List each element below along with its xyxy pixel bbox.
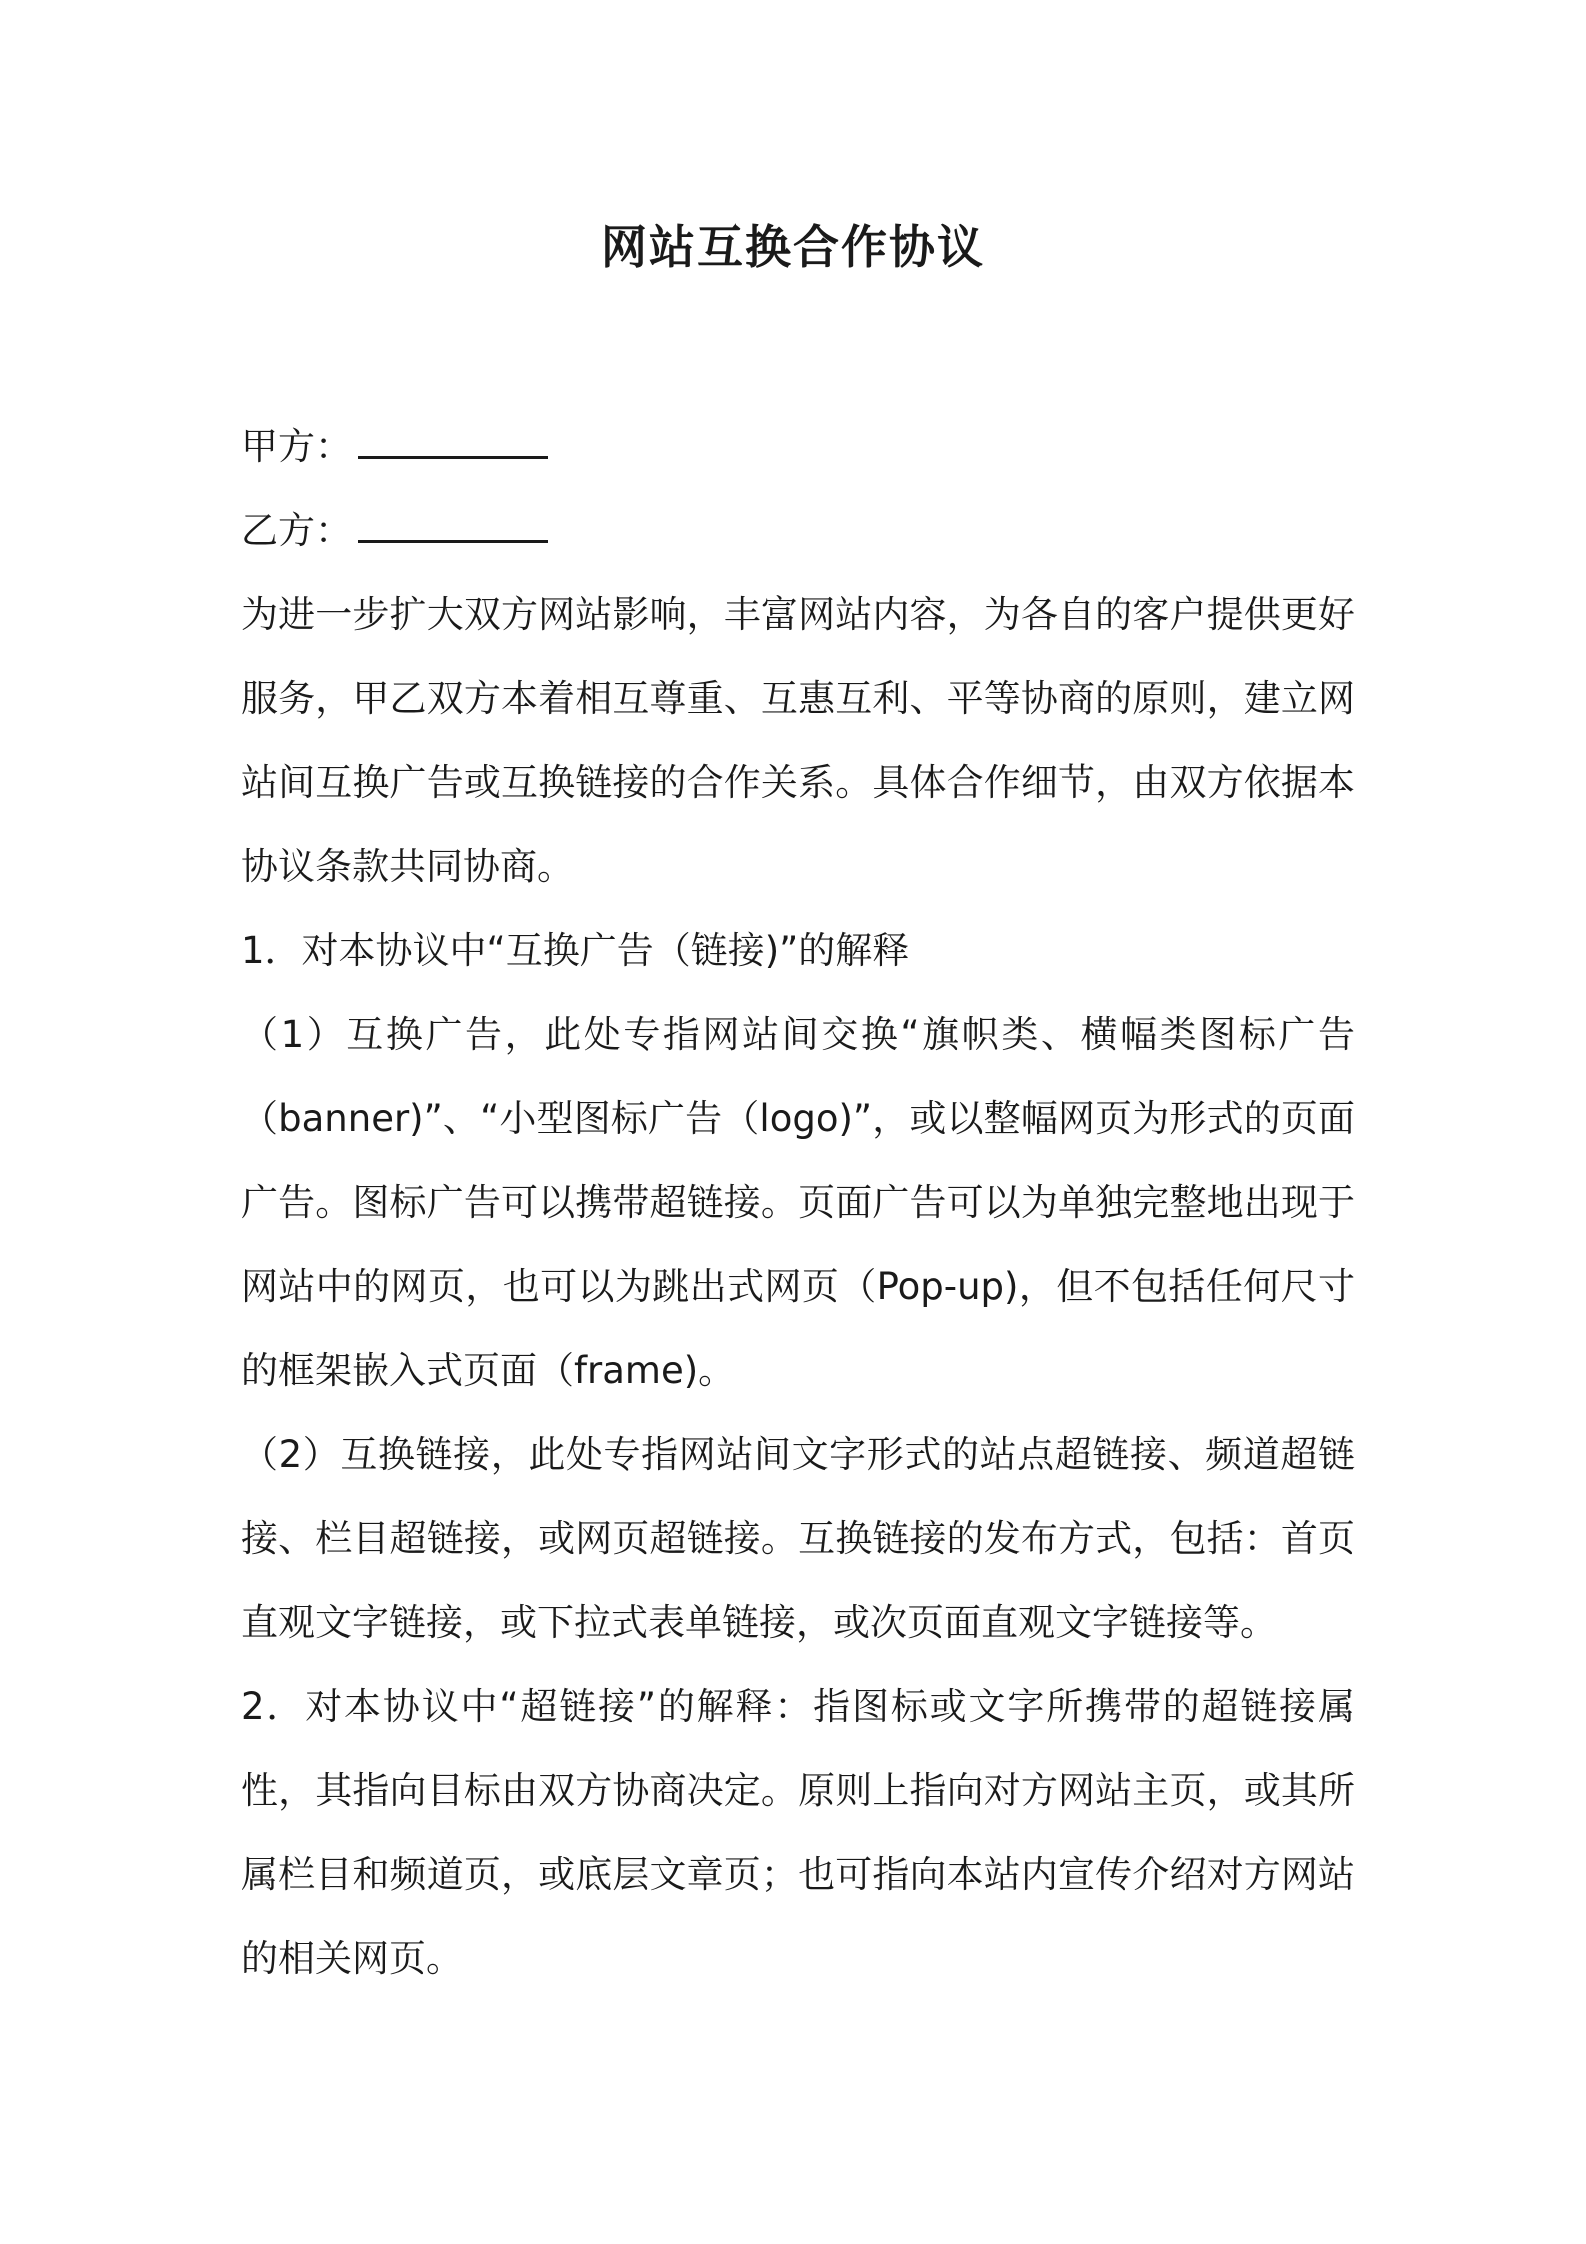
document-body xyxy=(241,405,1355,2001)
clause2-paragraph: 2．对本协议中“超链接”的解释：指图标或文字所携带的超链接属性，其指向目标由双方协商决定。原则上指向对方网站主页，或其所属栏目和频道页，或底层文章页；也可指向本站内宣传介绍对方网站的相关网页。 xyxy=(241,1685,1355,1980)
party-b-label: 乙方： xyxy=(241,509,352,552)
party-b-line xyxy=(241,489,1355,573)
clause1-item2: （2）互换链接，此处专指网站间文字形式的站点超链接、频道超链接、栏目超链接，或网页超链接。互换链接的发布方式，包括：首页直观文字链接，或下拉式表单链接，或次页面直观文字链接等。 xyxy=(241,1433,1355,1644)
party-b-blank xyxy=(358,504,548,543)
party-a-line xyxy=(241,405,1355,489)
party-a-label: 甲方： xyxy=(241,425,352,468)
clause1-heading: 1．对本协议中“互换广告（链接)”的解释 xyxy=(241,929,910,972)
party-a-blank xyxy=(358,420,548,459)
document-title: 网站互换合作协议 xyxy=(601,220,985,274)
preamble-paragraph: 为进一步扩大双方网站影响，丰富网站内容，为各自的客户提供更好服务，甲乙双方本着相互尊重、互惠互利、平等协商的原则，建立网站间互换广告或互换链接的合作关系。具体合作细节，由双方依据本协议条款共同协商。 xyxy=(241,593,1355,888)
clause1-item1: （1）互换广告，此处专指网站间交换“旗帜类、横幅类图标广告（banner)”、“小型图标广告（logo)”，或以整幅网页为形式的页面广告。图标广告可以携带超链接。页面广告可以为单独完整地出现于网站中的网页，也可以为跳出式网页（Pop-up)，但不包括任何尺寸的框架嵌入式页面（frame)。 xyxy=(241,1013,1355,1392)
